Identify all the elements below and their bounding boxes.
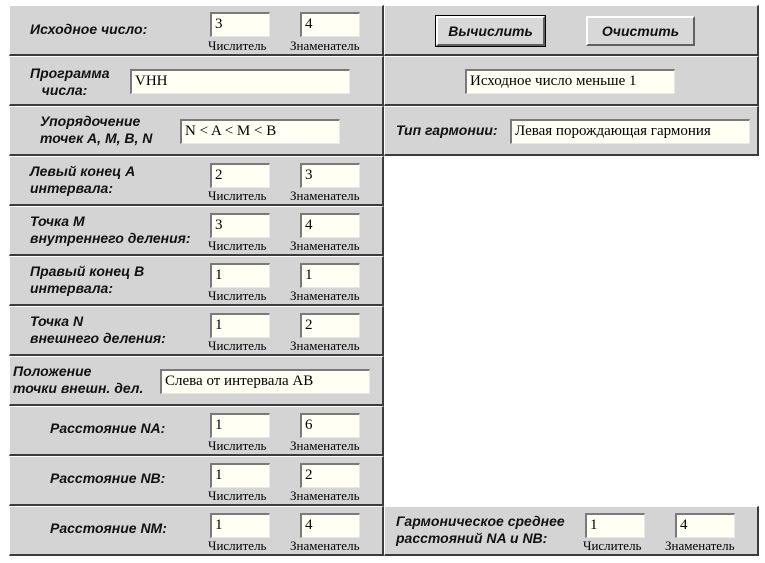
right-end-b-numerator-field[interactable]: 1 bbox=[210, 263, 270, 288]
point-m-numerator-field[interactable]: 3 bbox=[210, 213, 270, 238]
distance-na-numerator-caption: Числитель bbox=[208, 438, 267, 453]
result-panel bbox=[384, 56, 759, 106]
distance-nb-denominator-field[interactable]: 2 bbox=[300, 463, 360, 488]
program-field[interactable]: VHH bbox=[130, 69, 350, 94]
ordering-field[interactable]: N < A < M < B bbox=[180, 119, 340, 144]
distance-nb-label: Расстояние NB: bbox=[50, 470, 166, 486]
source-denominator-caption: Знаменатель bbox=[290, 38, 360, 53]
distance-nm-denominator-field[interactable]: 4 bbox=[300, 513, 360, 538]
calculate-button[interactable]: Вычислить bbox=[436, 16, 545, 46]
harmonic-mean-denominator-caption: Знаменатель bbox=[665, 538, 735, 553]
left-end-a-denominator-field[interactable]: 3 bbox=[300, 163, 360, 188]
distance-nm-numerator-caption: Числитель bbox=[208, 538, 267, 553]
left-end-a-denominator-caption: Знаменатель bbox=[290, 188, 360, 203]
left-end-a-panel bbox=[9, 156, 384, 206]
distance-nb-denominator-caption: Знаменатель bbox=[290, 488, 360, 503]
distance-na-panel bbox=[9, 406, 384, 456]
source-number-label: Исходное число: bbox=[30, 21, 148, 37]
harmony-type-field[interactable]: Левая порождающая гармония bbox=[510, 119, 750, 144]
left-end-a-label: Левый конец A интервала: bbox=[30, 163, 136, 196]
program-label: Программа числа: bbox=[30, 65, 110, 98]
right-end-b-panel bbox=[9, 256, 384, 306]
point-m-panel bbox=[9, 206, 384, 256]
program-panel bbox=[9, 56, 384, 106]
distance-nb-numerator-field[interactable]: 1 bbox=[210, 463, 270, 488]
distance-nm-label: Расстояние NM: bbox=[50, 520, 167, 536]
distance-nm-denominator-caption: Знаменатель bbox=[290, 538, 360, 553]
harmony-type-label: Тип гармонии: bbox=[396, 122, 498, 138]
distance-na-denominator-caption: Знаменатель bbox=[290, 438, 360, 453]
harmonic-mean-denominator-field[interactable]: 4 bbox=[675, 513, 735, 538]
left-end-a-numerator-field[interactable]: 2 bbox=[210, 163, 270, 188]
point-m-numerator-caption: Числитель bbox=[208, 238, 267, 253]
right-end-b-numerator-caption: Числитель bbox=[208, 288, 267, 303]
harmonic-mean-numerator-field[interactable]: 1 bbox=[585, 513, 645, 538]
external-position-label: Положение точки внешн. дел. bbox=[13, 363, 144, 396]
source-numerator-field[interactable]: 3 bbox=[210, 12, 270, 37]
right-end-b-denominator-caption: Знаменатель bbox=[290, 288, 360, 303]
point-m-denominator-caption: Знаменатель bbox=[290, 238, 360, 253]
distance-nb-panel bbox=[9, 456, 384, 506]
external-position-field[interactable]: Слева от интервала AB bbox=[160, 369, 370, 394]
harmony-type-panel bbox=[384, 106, 759, 156]
distance-nm-numerator-field[interactable]: 1 bbox=[210, 513, 270, 538]
source-denominator-field[interactable]: 4 bbox=[300, 12, 360, 37]
clear-button[interactable]: Очистить bbox=[586, 16, 695, 46]
source-number-panel bbox=[9, 5, 384, 56]
point-n-denominator-caption: Знаменатель bbox=[290, 338, 360, 353]
external-position-panel bbox=[9, 356, 384, 406]
actions-panel bbox=[384, 5, 759, 56]
right-end-b-label: Правый конец B интервала: bbox=[30, 263, 145, 296]
distance-nm-panel bbox=[9, 506, 384, 556]
point-n-numerator-caption: Числитель bbox=[208, 338, 267, 353]
right-end-b-denominator-field[interactable]: 1 bbox=[300, 263, 360, 288]
result-message-field[interactable]: Исходное число меньше 1 bbox=[465, 69, 675, 94]
distance-nb-numerator-caption: Числитель bbox=[208, 488, 267, 503]
distance-na-numerator-field[interactable]: 1 bbox=[210, 413, 270, 438]
distance-na-label: Расстояние NA: bbox=[50, 420, 166, 436]
left-end-a-numerator-caption: Числитель bbox=[208, 188, 267, 203]
source-numerator-caption: Числитель bbox=[208, 38, 267, 53]
point-n-panel bbox=[9, 306, 384, 356]
point-n-numerator-field[interactable]: 1 bbox=[210, 313, 270, 338]
point-n-label: Точка N внешнего деления: bbox=[30, 313, 166, 346]
distance-na-denominator-field[interactable]: 6 bbox=[300, 413, 360, 438]
ordering-panel bbox=[9, 106, 384, 156]
harmonic-mean-panel bbox=[384, 506, 759, 556]
harmonic-mean-numerator-caption: Числитель bbox=[583, 538, 642, 553]
point-m-denominator-field[interactable]: 4 bbox=[300, 213, 360, 238]
point-n-denominator-field[interactable]: 2 bbox=[300, 313, 360, 338]
harmonic-mean-label: Гармоническое среднее расстояний NA и NB: bbox=[396, 513, 565, 546]
point-m-label: Точка M внутреннего деления: bbox=[30, 213, 191, 246]
ordering-label: Упорядочение точек A, M, B, N bbox=[40, 113, 153, 146]
